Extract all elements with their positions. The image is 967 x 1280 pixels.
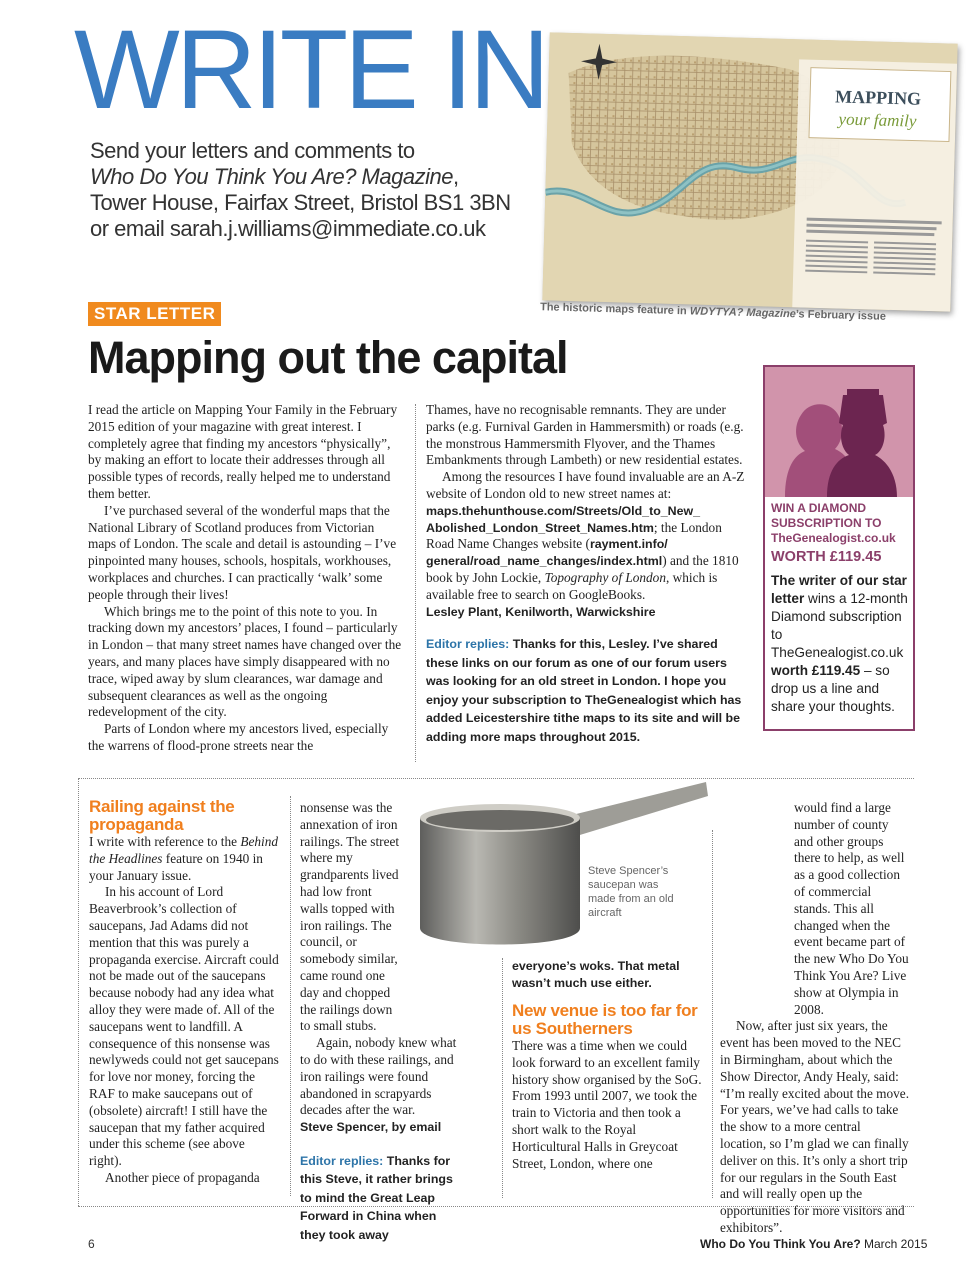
road-name-changes-link[interactable]: rayment.info/ general/road_name_changes/index.html xyxy=(426,537,668,569)
letter-signature: Lesley Plant, Kenilworth, Warwickshire xyxy=(426,604,656,619)
paragraph: would find a large number of county and other groups there to help, as well as a good collection of commercial stands. This all changed when the event became part of the new Who Do You Think You Are? Live show at Olympia in 2008. xyxy=(794,800,909,1017)
paragraph: I read the article on Mapping Your Family in the February 2015 edition of your magazine with great interest. I completely agree that finding my ancestors “physically”, by making an effort to locate their addresses through all possible types of records, really helped me to understand them better. xyxy=(88,402,398,501)
paragraph: Again, nobody knew what to do with these railings, and iron railings were found abandoned in scrapyards decades after the war. xyxy=(300,1035,457,1118)
text: ) and the 1810 book by John Lockie, xyxy=(426,553,739,585)
magazine-footer xyxy=(700,1237,927,1251)
paragraph: nonsense was the annexation of iron railings. The street where my grandparents lived had low front walls topped with iron railings. The council, or somebody similar, came round one day and chopped the railings down to small stubs. xyxy=(300,800,400,1034)
promo-worth: WORTH £119.45 xyxy=(771,549,882,565)
editor-reply xyxy=(426,635,746,746)
star-letter-label: STAR LETTER xyxy=(88,302,221,326)
editor-replies-label: Editor replies: xyxy=(300,1153,384,1168)
page-title: WRITE IN xyxy=(74,7,546,132)
text: Among the resources I have found invaluable are an A-Z website of London old to new street names at: xyxy=(426,469,745,501)
text: ; the London Road Name Changes website ( xyxy=(426,519,722,552)
address-line xyxy=(90,164,530,190)
caption-text: ’s February issue xyxy=(795,308,887,323)
paragraph: Which brings me to the point of this note to you. In tracking down my ancestors’ places, I found – particularly in London – that many street names have changed over the years, and many places have simply disappeared with no trace, wiped away by slum clearances, war damage and subsequent clearances as well as the ongoing redevelopment of the city. xyxy=(88,603,402,720)
editor-reply-text: Thanks for this, Lesley. I’ve shared these links on our forum as one of our forum users was looking for an old street in London. I hope you enjoy your subscription to TheGenealogist which has added Leicestershire tithe maps to its site and will be adding more maps throughout 2015. xyxy=(426,637,742,744)
text: feature on 1940 in your January issue. xyxy=(89,850,263,883)
street-names-link[interactable]: maps.thehunthouse.com/Streets/Old_to_New_ Abolished_London_Street_Names.htm xyxy=(426,503,701,535)
promo-text: – so drop us a line and share your thoughts. xyxy=(771,663,895,714)
paragraph xyxy=(426,469,746,603)
text: I write with reference to the xyxy=(89,834,241,849)
address-line: Send your letters and comments to xyxy=(90,138,415,163)
letter3-column-continued xyxy=(720,800,910,1237)
promo-heading-line: SUBSCRIPTION TO xyxy=(771,516,882,530)
prize-promo-box xyxy=(763,365,915,731)
paragraph: I’ve purchased several of the wonderful maps that the National Library of Scotland produces from Victorian maps of London. The scale and detail is astounding – I’ve pinpointed many houses, schools, hospitals, workhouses, workplaces and churches. I can practically ‘walk’ some people through their lives! xyxy=(88,502,397,602)
promo-body xyxy=(771,572,911,716)
paragraph xyxy=(89,834,279,884)
magazine-name: Who Do You Think You Are? xyxy=(700,1237,861,1251)
paragraph: Parts of London where my ancestors lived, especially the warrens of flood-prone streets near the xyxy=(88,721,389,753)
page-border-left xyxy=(78,778,79,1206)
promo-bold: worth £119.45 xyxy=(771,663,861,678)
promo-bold: The writer of our star letter xyxy=(771,573,907,606)
paragraph: In his account of Lord Beaverbrook’s collection of saucepans, Jad Adams did not mention that this was purely a propaganda exercise. Aircraft could not be made out of the saucepans because nobody had any idea what alloy they were made of. All of the saucepans went to landfill. A consequence of this nonsense was newlyweds could not get saucepans for love nor money, forcing the RAF to make saucepans out of (obsolete) aircraft! I still have the saucepan that my father acquired under this scheme (see above right). xyxy=(89,884,279,1169)
promo-text: wins a 12-month Diamond subscription to TheGenealogist.co.uk xyxy=(771,591,908,660)
address-line: Tower House, Fairfax Street, Bristol BS1 3BN xyxy=(90,190,511,215)
book-title: Topography of London xyxy=(544,569,666,585)
feature-name: Behind the Headlines xyxy=(89,834,279,866)
editor-reply-continued: everyone’s woks. That metal wasn’t much use either. xyxy=(512,959,680,990)
promo-heading-line: WIN A DIAMOND xyxy=(771,501,867,515)
star-letter-headline: Mapping out the capital xyxy=(88,332,568,383)
letter2-column-2 xyxy=(300,800,460,1244)
paragraph: Now, after just six years, the event has been moved to the NEC in Birmingham, about which the Show Director, Andy Healy, said: “I’m really excited about the move. For years, we’ve had calls to take the show to a more central location, so I’m glad we can finally deliver on this. It’s only a short trip for our regulars in the South East and will really open up the opportunities for more visitors and exhibitors”. xyxy=(720,1018,910,1235)
text: , which is available free to search on GoogleBooks. xyxy=(426,569,718,602)
silhouette-icon xyxy=(765,367,913,497)
paragraph: There was a time when we could look forward to an excellent family history show organised by the SoG. From 1993 until 2007, we took the train to Victoria and then took a short walk to the Royal Horticultural Halls in Greycoat Street, London, where one xyxy=(512,1038,702,1171)
genealogist-silhouette-logo xyxy=(765,367,913,497)
saucepan-caption: Steve Spencer’s saucepan was made from an old aircraft xyxy=(588,865,674,919)
letter2-column-1 xyxy=(89,798,279,1187)
letter-signature: Steve Spencer, by email xyxy=(300,1120,442,1135)
star-letter-column-2 xyxy=(426,402,746,746)
london-map-illustration xyxy=(542,32,957,311)
caption-magazine: WDYTYA? Magazine xyxy=(689,305,797,321)
letter2-title: Railing against the propaganda xyxy=(89,797,235,834)
map-badge-subtitle: your family xyxy=(838,109,917,131)
letter3-column xyxy=(512,958,702,1172)
column-divider xyxy=(290,796,291,1196)
column-divider xyxy=(502,958,503,1198)
promo-heading xyxy=(771,501,911,546)
editor-reply xyxy=(300,1152,460,1245)
magazine-name: Who Do You Think You Are? Magazine xyxy=(90,164,453,189)
historic-map-feature-image xyxy=(542,32,957,311)
column-divider xyxy=(415,404,416,762)
caption-text: The historic maps feature in xyxy=(539,301,690,318)
paragraph: Thames, have no recognisable remnants. They are under parks (e.g. Furnival Garden in Hammersmith) or roads (e.g. the monstrous Hammersmith Flyover, and the Thames Embankments through Lambeth) or new residential estates. xyxy=(426,402,744,468)
column-divider xyxy=(712,830,713,1198)
map-badge-title: MAPPING xyxy=(834,86,922,109)
comma: , xyxy=(452,164,459,189)
star-letter-column-1 xyxy=(88,402,404,755)
issue-date: March 2015 xyxy=(860,1237,928,1251)
submission-address xyxy=(90,138,530,242)
letter3-title: New venue is too far for us Southerners xyxy=(512,1001,698,1038)
paragraph: Another piece of propaganda xyxy=(105,1169,260,1185)
editor-reply-text: Thanks for this Steve, it rather brings to mind the Great Leap Forward in China when they took away xyxy=(300,1153,453,1242)
page-number: 6 xyxy=(88,1237,95,1251)
promo-website: TheGenealogist.co.uk xyxy=(771,531,896,545)
editor-replies-label: Editor replies: xyxy=(426,637,510,652)
address-line: or email sarah.j.williams@immediate.co.uk xyxy=(90,216,486,241)
